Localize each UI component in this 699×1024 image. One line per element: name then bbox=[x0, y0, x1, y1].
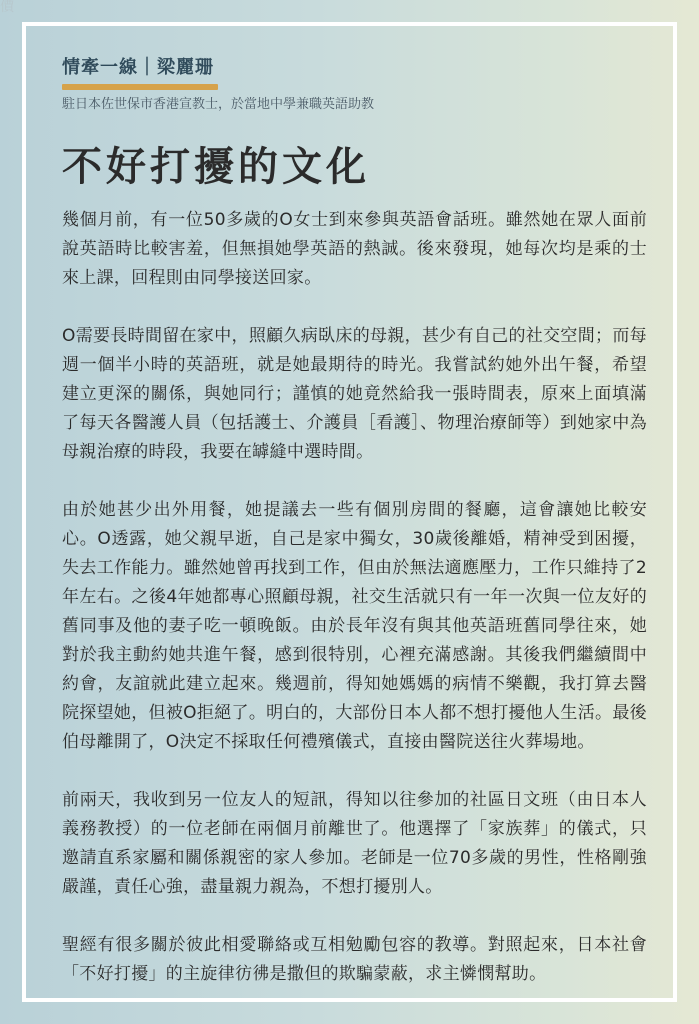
article-body bbox=[62, 206, 647, 989]
column-header bbox=[62, 56, 652, 113]
page-title: 不好打擾的文化 bbox=[62, 143, 370, 190]
paragraph-3: 由於她甚少出外用餐，她提議去一些有個別房間的餐廳，這會讓她比較安心。O透露，她父親早逝，自己是家中獨女，30歲後離婚，精神受到困擾，失去工作能力。雖然她曾再找到工作，但由於無法適應壓力，工作只維持了2年左右。之後4年她都專心照顧母親，社交生活就只有一年一次與一位友好的舊同事及他的妻子吃一頓晚飯。由於長年沒有與其他英語班舊同學往來，她對於我主動約她共進午餐，感到很特別，心裡充滿感謝。其後我們繼續間中約會，友誼就此建立起來。幾週前，得知她媽媽的病情不樂觀，我打算去醫院探望她，但被O拒絕了。明白的，大部份日本人都不想打擾他人生活。最後伯母離開了，O決定不採取任何禮殯儀式，直接由醫院送往火葬場地。 bbox=[62, 500, 647, 752]
author-description: 駐日本佐世保市香港宣教士，於當地中學兼職英語助教 bbox=[62, 97, 375, 112]
paragraph-5: 聖經有很多關於彼此相愛聯絡或互相勉勵包容的教導。對照起來，日本社會「不好打擾」的主旋律彷彿是撒但的欺騙蒙蔽，求主憐憫幫助。 bbox=[62, 935, 647, 984]
paragraph-4: 前兩天，我收到另一位友人的短訊，得知以往參加的社區日文班（由日本人義務教授）的一位老師在兩個月前離世了。他選擇了「家族葬」的儀式，只邀請直系家屬和關係親密的家人參加。老師是一位70多歲的男性，性格剛強嚴謹，責任心強，盡量親力親為，不想打擾別人。 bbox=[62, 790, 647, 897]
corner-mark: 價 bbox=[0, 0, 14, 15]
accent-bar bbox=[62, 84, 218, 90]
paragraph-1: 幾個月前，有一位50多歲的O女士到來參與英語會話班。雖然她在眾人面前說英語時比較害羞，但無損她學英語的熱誠。後來發現，她每次均是乘的士來上課，回程則由同學接送回家。 bbox=[62, 210, 647, 288]
column-title: 情牽一線｜梁麗珊 bbox=[62, 57, 214, 78]
paragraph-2: O需要長時間留在家中，照顧久病臥床的母親，甚少有自己的社交空間；而每週一個半小時的英語班，就是她最期待的時光。我嘗試約她外出午餐，希望建立更深的關係，與她同行；謹慎的她竟然給我一張時間表，原來上面填滿了每天各醫護人員（包括護士、介護員［看護］、物理治療師等）到她家中為母親治療的時段，我要在罅縫中選時間。 bbox=[62, 326, 647, 462]
